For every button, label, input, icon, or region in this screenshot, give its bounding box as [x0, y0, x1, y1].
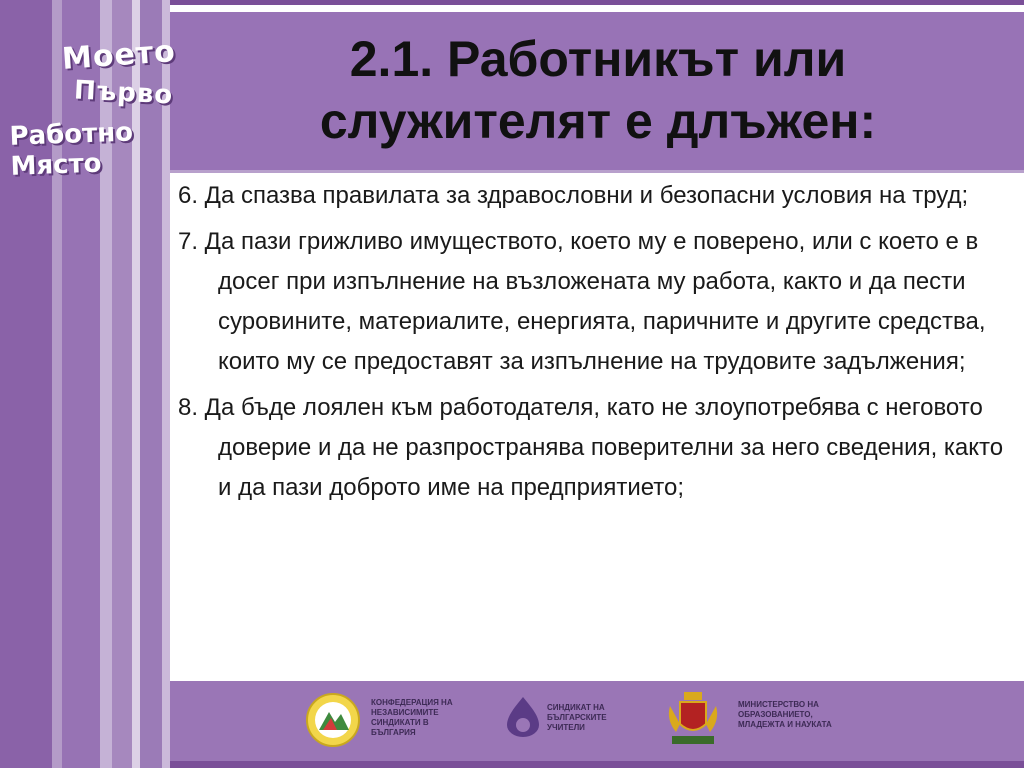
sbu-name: СИНДИКАТ НА БЪЛГАРСКИТЕ УЧИТЕЛИ: [547, 703, 607, 732]
ministry-logo: [662, 690, 842, 750]
project-logo: [9, 34, 230, 182]
title-line-1: 2.1. Работникът или: [349, 31, 847, 87]
sbu-emblem-icon: [503, 695, 543, 739]
knsb-name: КОНФЕДЕРАЦИЯ НА НЕЗАВИСИМИТЕ СИНДИКАТИ В БЪЛГАРИЯ: [371, 698, 453, 737]
list-item: 6. Да спазва правилата за здравословни и безопасни условия на труд;: [178, 182, 969, 209]
obligations-list: [178, 176, 1014, 514]
list-item: 8. Да бъде лоялен към работодателя, като не злоупотребява с неговото доверие и да не разпространява поверителни за него сведения, както и да пази доброто име на предприятието;: [178, 394, 1004, 501]
coat-of-arms-icon: [662, 690, 724, 748]
knsb-logo: [305, 690, 465, 750]
logo-line-1: Моето: [60, 34, 177, 77]
logo-line-3: Работно Място: [9, 117, 134, 182]
knsb-emblem-icon: [305, 690, 365, 750]
slide-title: [268, 28, 928, 152]
ministry-name: МИНИСТЕРСТВО НА ОБРАЗОВАНИЕТО, МЛАДЕЖТА И НАУКАТА: [738, 700, 832, 729]
sbu-logo: [503, 695, 623, 745]
logo-line-2: Първо: [73, 75, 174, 111]
list-item: 7. Да пази грижливо имуществото, което му е поверено, или с което е в досег при изпълнение на възложената му работа, както и да пести суровините, материалите, енергията, паричните и другите средства, които му се предоставят за изпълнение на трудовите задължения;: [178, 228, 986, 375]
title-line-2: служителят е длъжен:: [319, 93, 877, 149]
